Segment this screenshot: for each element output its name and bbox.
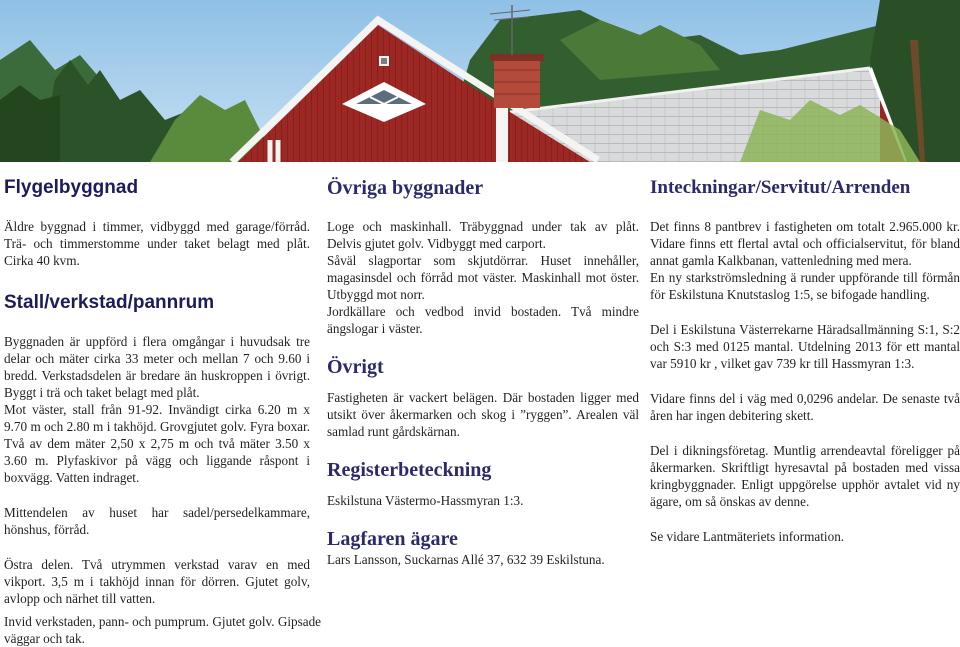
heading-ovriga-byggnader: Övriga byggnader (327, 177, 484, 199)
paragraph-vag: Vidare finns del i väg med 0,0296 andelar. De senaste två åren har ingen debitering skett. (650, 391, 960, 423)
paragraph-lagfaren-agare: Lars Lansson, Suckarnas Allé 37, 632 39 Eskilstuna. (327, 552, 605, 567)
paragraph-stall-intro: Byggnaden är uppförd i flera omgångar i huvudsak tre delar och mäter cirka 33 meter och mellan 7 och 9.60 i bredd. Verkstadsdelen är bredare än huskroppen i övrigt. Byggt i trä och taket belagt med plåt. (4, 334, 310, 400)
paragraph-jordkallare: Jordkällare och vedbod invid bostaden. Två mindre ängslogar i väster. (327, 304, 639, 336)
heading-registerbeteckning: Registerbeteckning (327, 459, 492, 481)
paragraph-flygelbyggnad: Äldre byggnad i timmer, vidbyggd med garage/förråd. Trä- och timmerstomme under taket belagt med plåt. Cirka 40 kvm. (4, 219, 310, 268)
paragraph-haradsallmanning: Del i Eskilstuna Västerrekarne Häradsallmänning S:1, S:2 och S:3 med 0125 mantal. Utdelning 2013 för ett mantal var 5910 kr , vilket gav 739 kr till Hassmyran 1:3. (650, 322, 960, 371)
heading-stall-verkstad: Stall/verkstad/pannrum (4, 292, 215, 313)
house-photo (0, 0, 960, 162)
paragraph-pantbrev: Det finns 8 pantbrev i fastigheten om totalt 2.965.000 kr. Vidare finns ett flertal avtal och officialservitut, för bland annat gamla Kalkbanan, vattenledning med mera. (650, 219, 960, 268)
paragraph-registerbeteckning: Eskilstuna Västermo-Hassmyran 1:3. (327, 493, 524, 508)
paragraph-dikningsforetag: Del i dikningsföretag. Muntlig arrendeavtal föreligger på åkermarken. Skriftligt hyresavtal på bostaden med vissa kringbyggnader. Enligt uppgörelse upphör avtalet vid ny ägare, om så önskas av denne. (650, 443, 960, 509)
paragraph-slagportar: Såväl slagportar som skjutdörrar. Huset innehåller, magasinsdel och förråd mot väster. Maskinhall mot öster. Utbyggd mot norr. (327, 253, 639, 302)
heading-ovrigt: Övrigt (327, 356, 384, 378)
paragraph-loge: Loge och maskinhall. Träbyggnad under tak av plåt. Delvis gjutet golv. Vidbyggt med carport. (327, 219, 639, 251)
paragraph-starkstromsledning: En ny starkströmsledning ä runder uppförande till förmån för Eskilstuna Knutstaslog 1:5, se bifogade handling. (650, 270, 960, 302)
heading-inteckningar: Inteckningar/Servitut/Arrenden (650, 177, 911, 198)
paragraph-lantmateriet: Se vidare Lantmäteriets information. (650, 529, 845, 544)
column-ovriga-byggnader (327, 176, 639, 568)
paragraph-pumprum: Invid verkstaden, pann- och pumprum. Gjutet golv. Gipsade väggar och tak. (4, 614, 322, 646)
heading-lagfaren-agare: Lagfaren ägare (327, 528, 458, 550)
column-flygelbyggnad (4, 176, 310, 607)
paragraph-ostra-delen: Östra delen. Två utrymmen verkstad varav en med vikport. 3,5 m i takhöjd innan för dörren. Gjutet golv, avlopp och närhet till vatten. (4, 557, 310, 606)
paragraph-ovrigt: Fastigheten är vackert belägen. Där bostaden ligger med utsikt över åkermarken och skog i ”ryggen”. Arealen väl samlad runt gårdskärnan. (327, 390, 639, 439)
paragraph-mittendelen: Mittendelen av huset har sadel/persedelkammare, hönshus, förråd. (4, 505, 310, 537)
paragraph-stall-vaster: Mot väster, stall från 91-92. Invändigt cirka 6.20 m x 9.70 m och 2.80 m i takhöjd. Grovgjutet golv. Fyra boxar. Två av dem mäter 2,50 x 2,75 m och två mäter 3.50 x 3.60 m. Plyfaskivor på vägg och liggande råspont i boxvägg. Vatten indraget. (4, 402, 310, 485)
column-inteckningar (650, 176, 960, 545)
paragraph-pumprum-wrapper (4, 613, 334, 647)
heading-flygelbyggnad: Flygelbyggnad (4, 177, 139, 198)
